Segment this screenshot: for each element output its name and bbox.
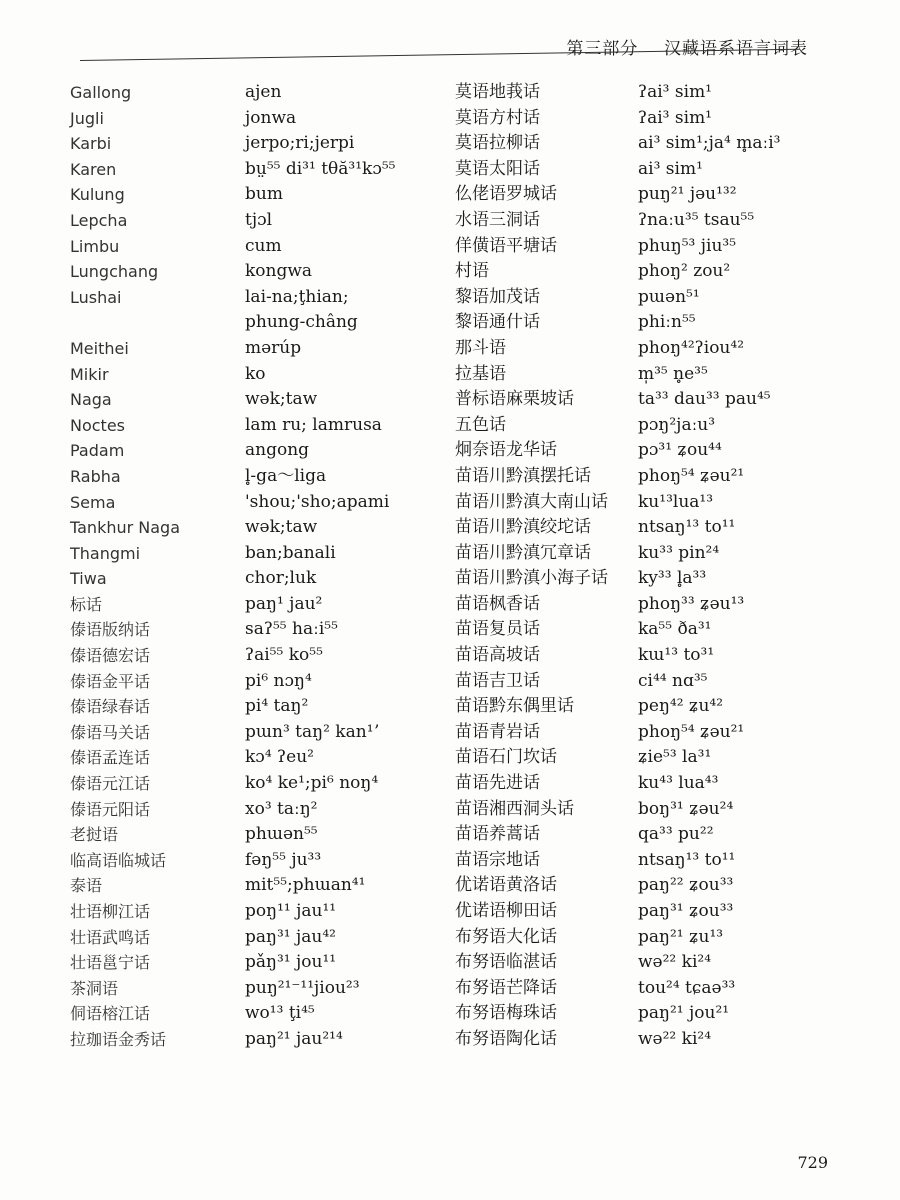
- word-form: jerpo;ri;jerpi: [245, 133, 355, 154]
- language-name: 苗语青岩话: [455, 721, 540, 742]
- language-name: 黎语加茂话: [455, 286, 540, 307]
- language-name: 苗语川黔滇大南山话: [455, 491, 608, 512]
- word-form: phɯən⁵⁵: [245, 824, 318, 845]
- word-form: lam ru; lamrusa: [245, 414, 382, 435]
- word-form: wək;taw: [245, 389, 318, 410]
- language-name: 那斗语: [455, 337, 506, 358]
- form-column-left: [245, 80, 396, 1053]
- word-form: mit⁵⁵;phɯan⁴¹: [245, 875, 366, 896]
- word-form: paŋ¹ jau²: [245, 593, 323, 614]
- word-form: phoŋ⁵⁴ ʑəu²¹: [638, 465, 745, 486]
- word-form: kɯ¹³ to³¹: [638, 645, 715, 666]
- word-form: kongwa: [245, 261, 313, 282]
- language-name: Noctes: [70, 415, 126, 435]
- word-form: phoŋ⁵⁴ ʑəu²¹: [638, 721, 745, 742]
- language-name: 傣语元江话: [70, 774, 151, 794]
- language-name: 苗语川黔滇摆托话: [455, 465, 591, 486]
- language-name: Kulung: [70, 185, 125, 205]
- language-name: 拉珈语金秀话: [70, 1029, 167, 1049]
- language-name: 傣语金平话: [70, 671, 151, 691]
- word-form: ntsaŋ¹³ to¹¹: [638, 849, 736, 870]
- language-name: 傣语孟连话: [70, 748, 151, 768]
- word-form: saʔ⁵⁵ haːi⁵⁵: [245, 619, 338, 640]
- running-header: [566, 34, 808, 59]
- word-form: ai³ sim¹: [638, 158, 703, 179]
- word-form: paŋ²¹ jou²¹: [638, 1003, 730, 1024]
- page-number: 729: [797, 1153, 828, 1172]
- word-form: angong: [245, 440, 310, 461]
- word-form: fəŋ⁵⁵ ju³³: [245, 849, 322, 870]
- word-form: wə²² ki²⁴: [638, 952, 712, 973]
- word-form: phoŋ² zou²: [638, 261, 731, 282]
- language-name: Tankhur Naga: [70, 518, 181, 538]
- language-name: 炯奈语龙华话: [455, 440, 557, 461]
- word-form: tou²⁴ tɕaə³³: [638, 977, 736, 998]
- language-name: Padam: [70, 441, 125, 461]
- language-name: 标话: [70, 594, 103, 614]
- word-form: kɔ⁴ ʔeu²: [245, 747, 314, 768]
- language-name: 侗语榕江话: [70, 1004, 151, 1024]
- language-name: 傣语德宏话: [70, 646, 151, 666]
- word-form: tjɔl: [245, 209, 273, 230]
- language-name: 优诺语黄洛话: [455, 875, 557, 896]
- language-name: Limbu: [70, 236, 120, 256]
- language-name: 傣语元阳话: [70, 799, 151, 819]
- word-form: ban;banali: [245, 542, 336, 563]
- language-name: 布努语梅珠话: [455, 1003, 557, 1024]
- language-name: 傣语马关话: [70, 722, 151, 742]
- language-name: 苗语川黔滇小海子话: [455, 568, 608, 589]
- language-name: Meithei: [70, 338, 129, 358]
- word-form: poŋ¹¹ jau¹¹: [245, 901, 337, 921]
- word-form: ku⁴³ lua⁴³: [638, 773, 719, 794]
- language-column-right: [455, 80, 608, 1053]
- language-name: Naga: [70, 390, 112, 410]
- language-name: 莫语太阳话: [455, 158, 540, 179]
- language-name: 水语三洞话: [455, 209, 540, 230]
- word-form: 'shou;'sho;apami: [245, 491, 390, 512]
- word-form: ʔai³ sim¹: [638, 107, 713, 128]
- language-name: 苗语川黔滇绞坨话: [455, 517, 591, 538]
- language-name: 傣语绿春话: [70, 697, 151, 717]
- word-form: ʔnaːu³⁵ tsau⁵⁵: [638, 209, 755, 230]
- language-name: 布努语大化话: [455, 926, 557, 947]
- language-name: Tiwa: [70, 569, 107, 589]
- language-name: 壮语武鸣话: [70, 927, 151, 947]
- word-form: pǎŋ³¹ jou¹¹: [245, 952, 337, 973]
- word-form: phuŋ⁵³ jiu³⁵: [638, 235, 737, 256]
- language-name: 黎语通什话: [455, 312, 540, 333]
- word-form: paŋ³¹ ʑou³³: [638, 901, 734, 921]
- word-form: ta³³ dau³³ pau⁴⁵: [638, 389, 771, 410]
- language-name: 优诺语柳田话: [455, 901, 557, 921]
- language-name: 苗语川黔滇冗章话: [455, 542, 591, 563]
- word-form: cum: [245, 235, 282, 256]
- word-form: lai-na;ţhian;: [245, 286, 349, 307]
- word-form: qa³³ pu²²: [638, 824, 714, 845]
- language-name: 苗语复员话: [455, 619, 540, 640]
- language-name: Jugli: [70, 108, 104, 128]
- language-name: Gallong: [70, 83, 132, 102]
- word-form: pi⁶ nɔŋ⁴: [245, 670, 312, 691]
- language-name: 苗语先进话: [455, 773, 540, 794]
- language-name: 布努语芒降话: [455, 977, 557, 998]
- language-name: 苗语吉卫话: [455, 670, 540, 691]
- language-name: 苗语养蒿话: [455, 824, 540, 845]
- header-title: 汉藏语系语言词表: [664, 39, 808, 59]
- language-name: 苗语宗地话: [455, 849, 540, 870]
- word-form: wək;taw: [245, 517, 318, 538]
- language-name: 莫语拉柳话: [455, 133, 540, 154]
- word-form: ʔai³ sim¹: [638, 82, 713, 102]
- language-name: 傣语版纳话: [70, 620, 151, 640]
- word-form: phoŋ³³ ʑəu¹³: [638, 593, 745, 614]
- language-name: 壮语柳江话: [70, 902, 151, 921]
- word-form: ka⁵⁵ ða³¹: [638, 619, 712, 640]
- language-name: 泰语: [70, 876, 103, 896]
- language-name: Sema: [70, 492, 116, 512]
- word-form: phiːn⁵⁵: [638, 312, 696, 333]
- word-form: pi⁴ taŋ²: [245, 696, 309, 717]
- word-form: puŋ²¹⁻¹¹jiou²³: [245, 977, 360, 998]
- language-column-left: [70, 80, 180, 1053]
- word-form: pɯn³ taŋ² kan¹ʼ: [245, 721, 379, 742]
- word-form: ajen: [245, 82, 282, 102]
- word-form: bum: [245, 184, 283, 205]
- language-name: 莫语地莪话: [455, 82, 540, 102]
- language-name: 临高语临城话: [70, 850, 167, 870]
- word-form: ku³³ pin²⁴: [638, 542, 720, 563]
- language-name: Thangmi: [70, 543, 141, 563]
- word-form: paŋ²¹ jau²¹⁴: [245, 1028, 343, 1049]
- language-name: 莫语方村话: [455, 107, 540, 128]
- language-name: 佯僙语平塘话: [455, 235, 557, 256]
- language-name: 苗语枫香话: [455, 593, 540, 614]
- language-name: 茶洞语: [70, 978, 119, 998]
- word-form: ntsaŋ¹³ to¹¹: [638, 517, 736, 538]
- word-form: mərúp: [245, 337, 302, 358]
- word-form: chor;luk: [245, 568, 317, 589]
- word-form: pɔŋ²jaːu³: [638, 414, 716, 435]
- word-form: ko⁴ ke¹;pi⁶ noŋ⁴: [245, 773, 379, 794]
- word-form: pɯən⁵¹: [638, 286, 700, 307]
- word-form: wə²² ki²⁴: [638, 1028, 712, 1049]
- word-form: paŋ²¹ ʑu¹³: [638, 926, 724, 947]
- language-name: 普标语麻栗坡话: [455, 389, 574, 410]
- language-name: 布努语临湛话: [455, 952, 557, 973]
- word-form: m̩³⁵ n̥e³⁵: [638, 363, 708, 384]
- word-form: ku¹³lua¹³: [638, 491, 714, 512]
- language-name: 苗语黔东偶里话: [455, 696, 574, 717]
- word-form: phoŋ⁴²ʔiou⁴²: [638, 337, 745, 358]
- word-form: ʑie⁵³ la³¹: [638, 747, 712, 768]
- word-form: bṳ⁵⁵ di³¹ tθă³¹kɔ⁵⁵: [245, 158, 396, 179]
- language-name: 五色话: [455, 414, 506, 435]
- word-form: wo¹³ ţi⁴⁵: [245, 1003, 315, 1024]
- language-name: Lushai: [70, 287, 122, 307]
- language-name: 壮语邕宁话: [70, 953, 151, 973]
- language-name: 苗语高坡话: [455, 645, 540, 666]
- word-form: pɔ³¹ ʑou⁴⁴: [638, 440, 722, 461]
- word-form: ai³ sim¹;ja⁴ m̥aːi³: [638, 133, 781, 154]
- language-name: 仫佬语罗城话: [455, 184, 557, 205]
- word-form: ci⁴⁴ nɑ³⁵: [638, 670, 708, 691]
- word-form: puŋ²¹ jəu¹³²: [638, 184, 737, 205]
- language-name: 布努语陶化话: [455, 1028, 557, 1049]
- language-name: Karen: [70, 159, 117, 179]
- word-form: boŋ³¹ ʑəu²⁴: [638, 798, 734, 819]
- word-form: paŋ²² ʑou³³: [638, 875, 734, 896]
- word-form: peŋ⁴² ʑu⁴²: [638, 696, 724, 717]
- language-name: Karbi: [70, 134, 112, 154]
- language-name: 苗语石门坎话: [455, 747, 557, 768]
- header-part: 第三部分: [566, 39, 639, 59]
- language-name: Lepcha: [70, 210, 128, 230]
- language-name: 老挝语: [70, 825, 119, 845]
- word-form: ko: [245, 363, 266, 384]
- form-column-right: [638, 80, 780, 1053]
- language-name: Lungchang: [70, 262, 159, 282]
- language-name: 村语: [455, 261, 489, 282]
- word-form: paŋ³¹ jau⁴²: [245, 926, 336, 947]
- language-name: 苗语湘西洞头话: [455, 798, 574, 819]
- language-name: Mikir: [70, 364, 109, 384]
- word-form: ky³³ l̥a³³: [638, 568, 707, 589]
- language-name: Rabha: [70, 466, 121, 486]
- word-form: xo³ taːŋ²: [245, 798, 318, 819]
- language-name: 拉基语: [455, 363, 506, 384]
- word-form: l̥-ga～liga: [245, 465, 327, 486]
- language-name: [70, 310, 180, 336]
- word-form: phung-châng: [245, 312, 358, 333]
- word-form: ʔai⁵⁵ ko⁵⁵: [245, 645, 323, 666]
- word-form: jonwa: [245, 107, 297, 128]
